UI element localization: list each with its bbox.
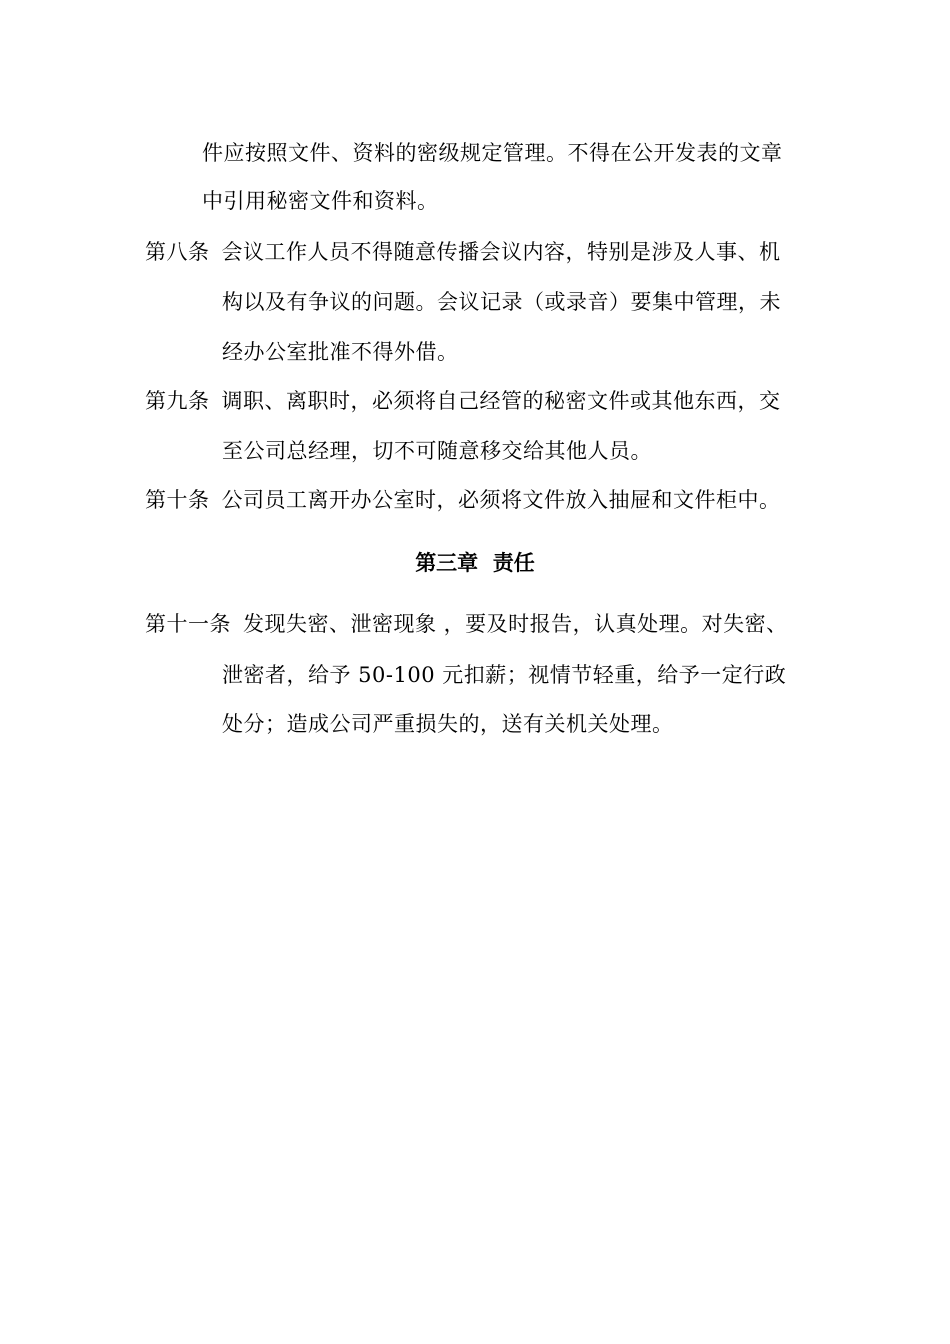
article-9-label: 第九条 (145, 389, 210, 413)
article-11-line-1 (145, 610, 788, 638)
continuation-line-1: 件应按照文件、资料的密级规定管理。不得在公开发表的文章 (202, 141, 783, 165)
article-11-text-1: 发现失密、泄密现象 ，要及时报告，认真处理。对失密、 (243, 612, 788, 636)
article-8-text-1: 会议工作人员不得随意传播会议内容，特别是涉及人事、机 (221, 240, 781, 264)
chapter-3-heading: 第三章 责任 (415, 551, 535, 575)
article-11-label: 第十一条 (145, 612, 231, 636)
article-10-text-1: 公司员工离开办公室时，必须将文件放入抽屉和文件柜中。 (221, 488, 781, 512)
article-9-line-1 (145, 387, 781, 415)
article-8-line-2: 构以及有争议的问题。会议记录（或录音）要集中管理，未 (222, 290, 781, 314)
article-10-label: 第十条 (145, 488, 210, 512)
article-8-line-1 (145, 238, 781, 266)
article-9-text-1: 调职、离职时，必须将自己经管的秘密文件或其他东西，交 (221, 389, 781, 413)
article-8-label: 第八条 (145, 240, 210, 264)
article-11-line-3: 处分；造成公司严重损失的，送有关机关处理。 (222, 712, 674, 736)
continuation-line-2: 中引用秘密文件和资料。 (202, 189, 439, 213)
article-10-line-1 (145, 486, 781, 514)
article-11-line-2: 泄密者，给予 50-100 元扣薪；视情节轻重，给予一定行政 (222, 663, 787, 687)
article-9-line-2: 至公司总经理，切不可随意移交给其他人员。 (222, 439, 652, 463)
article-8-line-3: 经办公室批准不得外借。 (222, 340, 459, 364)
